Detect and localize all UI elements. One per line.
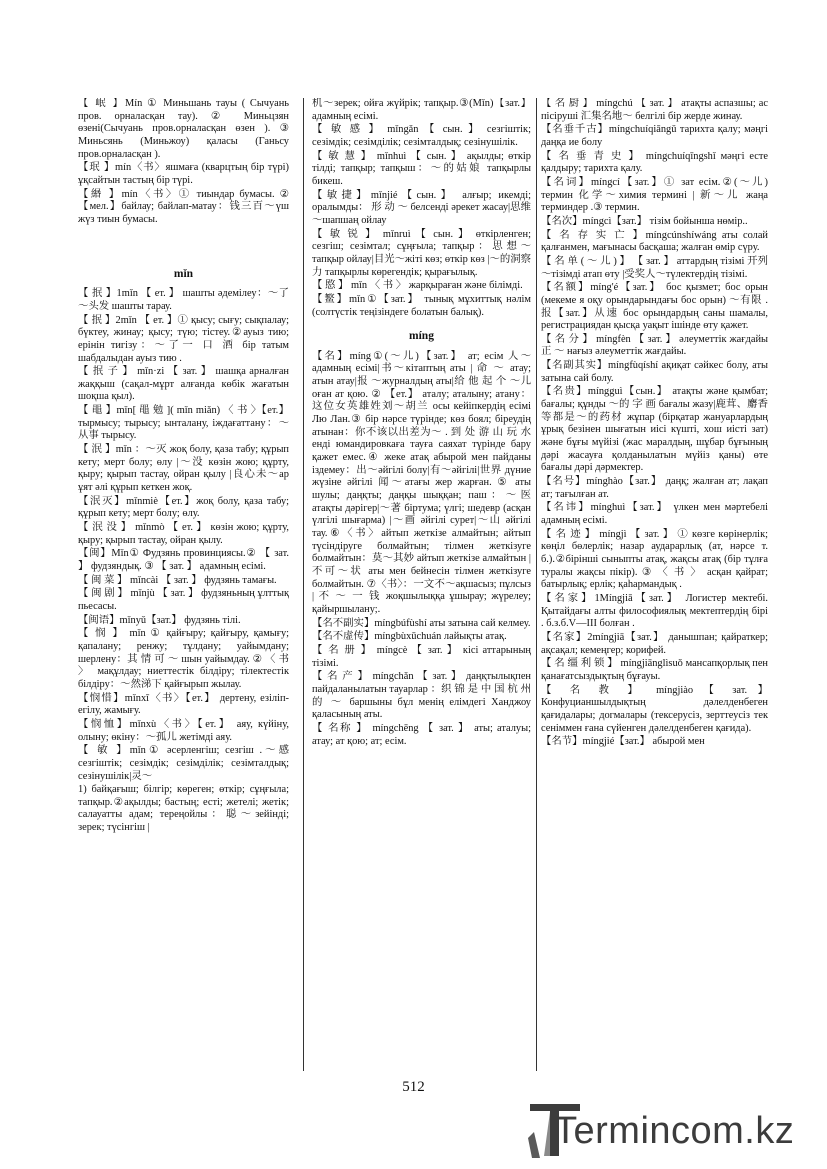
spacer (78, 228, 289, 264)
dictionary-entry: 【敏捷】mǐnjié【сын.】 алғыр; икемді; оралымды： 形 动 ～ белсенді әрекет жасау|思维～шапшаң ойлау (312, 189, 531, 226)
column-divider (536, 98, 537, 1071)
dictionary-entry: 【 名称 】 míngchēng 【 зат. 】 аты; аталуы; атау; ат қою; ат; есім. (312, 722, 531, 747)
dictionary-entry: 【名垂千古】míngchuíqiāngǔ тарихта қалу; мәңгі даңқа ие болу (541, 124, 768, 148)
dictionary-entry: 【 敏 锐 】 mǐnruì 【 сын. 】 өткірленген; сезгіш; сезімтал; сұңғыла; тапқыр：思想～тапқыр ойлау|目光～жіті көз; өткір көз |～的洞察力 тапқырлы көрегендік; қырағылық. (312, 228, 531, 278)
section-heading: mǐn (173, 267, 194, 280)
page-number: 512 (402, 1079, 425, 1095)
dictionary-entry: 【名家】1Míngjiā【зат.】 Логистер мектебі. Қытайдағы алты философиялық мектептердің бірі . б.з.б.V—III болған . (541, 592, 768, 630)
dictionary-entry: 【名额】míng'é【зат.】 бос қызмет; бос орын (мекеме я оқу орындарындағы бос орын) ～有限 . 报【зат.】从速 бос орындардың саны шамалы, регистрациядан қысқа уақыт ішінде өту қажет. (541, 282, 768, 332)
dictionary-entry: 【 名 教 】 míngjiào 【 зат. 】 Конфуцианшылдықтың дәлелденбеген қағидалары; догмалары (тексерусіз, зерттеусіз тек сеніммен ғана сүйенген дәлелденбеген қағида). (541, 684, 768, 734)
spacer (312, 320, 531, 326)
dictionary-entry: 【 闽 菜 】 mǐncài 【 зат. 】 фудзянь тамағы. (78, 574, 277, 586)
dictionary-entry: 【闽】Mǐn① Фудзянь провинциясы.② 【 зат. 】 фудзяндық. ③ 【 зат. 】 адамның есімі. (78, 548, 289, 572)
dictionary-entry: 【 名 迹 】 míngjì 【 зат. 】 ① көзге көрінерлік; көңіл бөлерлік; назар аударарлық (ат, нәрсе т. б.).②бірінші сыныпты атақ, жақсы атақ (бір тұлға туралы жақсы пікір). ③ 〈 书 〉 асқан қайрат; батырлық; ерлік; қаһармандық . (541, 528, 768, 591)
logo-text: Termincom.kz (554, 1110, 795, 1152)
dictionary-entry: 【名贵】míngguì【сын.】 атақты және қымбат; бағалы; құнды ～的 字 画 бағалы жазу|鹿茸、麝香等都是～的药材 жұпар (бірқатар жануарлардың ұрық безінен шығатын иісі күшті, хош иісті зат) және бұғы мүйізі (жас маралдың, шұбар бұғының дәрі жасауға қолданылатын мүйіз қаны) өте бағалы дәрі дәрмектер. (541, 386, 768, 474)
column-right (541, 98, 768, 1069)
termincom-logo[interactable] (524, 1100, 814, 1162)
dictionary-entry: 1) байқағыш; білгір; көреген; өткір; сұңғыла; тапқыр.②ақылды; бастың; есті; жетелі; жетік; салауатты адам; тереңойлы：聪～зейінді; зерек; түсінгіш | (78, 784, 289, 834)
dictionary-entry: 【 闽 剧 】 mǐnjù 【 зат. 】 фудзяньның ұлттық пьесасы. (78, 588, 289, 612)
dictionary-entry: 【 名 单 ( ～ 儿 ) 】 【 зат. 】 аттардың тізімі 开列～тізімді атап өту |受奖人～түлектердің тізімі. (541, 255, 768, 280)
column-middle (312, 98, 531, 1069)
dictionary-entry: 【悯恤】mǐnxù〈书〉【ет.】 аяу, күйіну, олыну; өкіну：～孤儿 жетімді аяу. (78, 718, 289, 743)
dictionary-entry: 【 敏 慧 】 mǐnhuì 【 сын. 】 ақылды; өткір тілді; тапқыр; тапқыш：～的姑娘 тапқырлы бикеш. (312, 150, 531, 187)
dictionary-entry: 【 名 存 实 亡 】míngcúnshíwáng аты солай қалғанмен, мағынасы басқаша; жалған өмір сүру. (541, 229, 768, 254)
section-heading: míng (409, 330, 434, 343)
dictionary-entry: 【闽语】mǐnyǔ【зат.】 фудзянь тілі. (78, 614, 241, 626)
dictionary-entry: 机～зерек; ойға жүйрік; тапқыр.③(Mǐn)【зат.】адамның есімі. (312, 98, 531, 122)
dictionary-entry: 【名号】mínghào【зат.】 даңқ; жалған ат; лақап ат; тағылған ат. (541, 476, 768, 500)
dictionary-entry: 【名讳】mínghuì【зат.】 үлкен мен мәртебелі адамның есімі. (541, 502, 768, 526)
dictionary-entry: 【 悯 】 mǐn ① қайғыру; қайғыру, қамығу; қапалану; ренжу; тұлдану; уайымдану; шерлену：其 情 可 ～ шын уайымдау. ② 〈 书 〉 мақұлдау; ниеттестік білдіру; тілектестік білдіру：～然涕下 қайғырып жылау. (78, 628, 289, 690)
dictionary-entry: 【 抿 】1mǐn 【 ет. 】 шашты әдемілеу：～了～头发 шашты тарау. (78, 288, 289, 312)
dictionary-entry: 【 名 缰 利 锁 】 míngjiānglìsuǒ мансапқорлық пен қанағатсыздықтың бұғауы. (541, 658, 768, 682)
dictionary-entry: 【 名 厨 】 míngchú 【 зат. 】 атақты аспазшы; ас пісіруші 汇集名地～ белгілі бір жерде жинау. (541, 98, 768, 122)
dictionary-entry: 【名不副实】míngbúfùshí аты затына сай келмеу. (312, 617, 531, 629)
dictionary-entry: 【名节】míngjié【зат.】 абырой мен (541, 736, 705, 748)
dictionary-entry: 【名次】míngcì【зат.】 тізім бойынша нөмір.. (541, 215, 748, 227)
dictionary-entry: 【悯惜】mǐnxī〈书〉【ет.】 дертену, езіліп-егілу, жамығу. (78, 692, 289, 717)
dictionary-entry: 【名副其实】míngfùqíshí ақиқат сәйкес болу, аты затына сай болу. (541, 360, 768, 384)
column-divider (303, 98, 304, 1071)
dictionary-entry: 【 愍 】 mǐn 〈 书 〉 жарқыраған және білімді. (312, 280, 523, 292)
dictionary-entry: 【 黽 】mǐn[ 黽 勉 ]( mǐn miǎn) 〈 书 〉【ет.】 тырмысу; тырысу; ынталану, іждағаттану：～从事 тырысу. (78, 405, 289, 442)
dictionary-entry: 【 泯 】mǐn ：～灭 жоқ болу, қаза табу; құрып кету; мерт болу; өлу |～没 көзін жою; құрту, қыру; қырып тастау, ойран қылу |良心未～ар ұят әлі құрып кеткен жоқ. (78, 444, 289, 494)
dictionary-entry: 【名词】míngcí【зат.】① зат есім.②(～儿) термин 化学～химия термині | 新～儿 жаңа терминдер .③ термин. (541, 176, 768, 214)
dictionary-entry: 【 岷 】Mín ① Миньшань тауы ( Сычуань пров. орналасқан тау). ② Миньцзян өзені(Сычуань пров.орналасқан өзен ). ③ Миньсянь (Миньжоу) қаласы (Ганьсу пров.орналасқан ). (78, 98, 289, 160)
dictionary-entry: 【 名 分 】 míngfèn 【 зат. 】 әлеуметтік жағдайы 正 ～ нағыз әлеуметтік жағдайы. (541, 333, 768, 358)
dictionary-entry: 【鳘】mǐn①【зат.】 тынық мұхиттық нәлім (солтүстік теңізіндеге болатын балық). (312, 293, 531, 318)
dictionary-entry: 【 敏 感 】 mǐngǎn 【 сын. 】 сезгіштік; сезімдік; сезімділік; сезімталдық; сезінушілік. (312, 124, 531, 148)
dictionary-entry: 【珉 】mín〈书〉яшмаға (кварцтың бір түрі) ұқсайтын тастың бір түрі. (78, 162, 289, 186)
dictionary-entry: 【名不虚传】míngbùxūchuán лайықты атақ. (312, 631, 507, 643)
dictionary-entry: 【 抿 子 】 mǐn·zi 【 зат. 】 шашқа арналған жаққыш (сақал-мұрт алғанда көбік жағатын шоқша қыл). (78, 366, 289, 403)
dictionary-entry: 【緡 】mín〈书〉① тиындар бумасы. ②【мел.】байлау; байлап-матау：钱三百～үш жүз тиын бумасы. (78, 188, 289, 225)
dictionary-entry: 【 敏 】mǐn① әсерленгіш; сезгіш .～感 сезгіштік; сезімдік; сезімділік; сезімталдық; сезінушілік|灵～ (78, 745, 289, 782)
dictionary-entry: 【 名 产 】 míngchǎn 【 зат. 】 даңқтылықпен пайдаланылатын тауарлар ：织 锦 是 中 国 杭 州 的 ～ баршыны бұл менің елімдегі Ханджоу қаласының аты. (312, 671, 531, 721)
dictionary-entry: 【 抿 】2mǐn 【 ет. 】① қысу; сығу; сықпалау; бүктеу, жинау; қысу; түю; тістеу.②ауыз тию; ерінін тигізу：～了一 口 酒 бір татым шабдалыдан ауыз тию . (78, 314, 289, 364)
dictionary-entry: 【 名 垂 青 史 】 míngchuíqīngshǐ мәңгі есте қалдыру; тарихта қалу. (541, 150, 768, 175)
column-left (78, 98, 289, 1069)
dictionary-entry: 【名家】2míngjiā【зат.】 данышпан; қайраткер; ақсақал; кемеңгер; корифей. (541, 631, 768, 656)
dictionary-entry: 【 名 册 】 míngcè 【 зат. 】 кісі аттарының тізімі. (312, 644, 531, 669)
dictionary-entry: 【泯灭】mǐnmiè【ет.】жоқ болу, қаза табу; құрып кету; мерт болу; өлу. (78, 495, 289, 520)
dictionary-entry: 【名】míng①(～儿)【зат.】 ат; есім 人～адамның есімі|书～кітаптың аты | 命 ～ атау; атын атау|报 ～журналдың аты|给 他 起 个 ～儿 оған ат қою. ② 【ет.】 аталу; аталыну; атану：这位女英雄姓刘～胡兰 осы кейіпкердің есімі Лю Лан.③ бір нәрсе түрінде; көз боял; біреудің атынан：你不该以出差为～ . 到 处 游 山 玩 水 енді юмандировкаға тауға саяхат түрінде бару қажет емес.④ жеке атақ абырой мен пайданы іздемеу：出～әйгілі болу|有～әйгілі|世界 дүние жүзіне әйгілі 闻～атағы жер жарған. ⑤ аты шулы; даңқты; даңқы шыққан; паш：～医 атақты дәрігер|～著 біртума; үлгі; шедевр (асқан үлгілі шығарма) |～画 әйгілі сурет|～山 әйгілі тау.⑥〈书〉айтып жеткізе алмайтын; айтып түсіндіруге болмайтын; тілмен жеткізуге болмайтын：莫～其妙 айтып жеткізе алмайтын |不可～状 аты мен бейнесін тілмен жеткізуге болмайтын. ⑦〈书〉：一文不～ақшасыз; пұлсыз | 不 ～ 一 钱 жоқшылыққа ұшырау; жүрелеу; қайыршылану;. (312, 350, 531, 615)
dictionary-entry: 【 泯 没 】 mǐnmò 【 ет. 】 көзін жою; құрту, қыру; қырып тастау, ойран қылу. (78, 522, 289, 546)
